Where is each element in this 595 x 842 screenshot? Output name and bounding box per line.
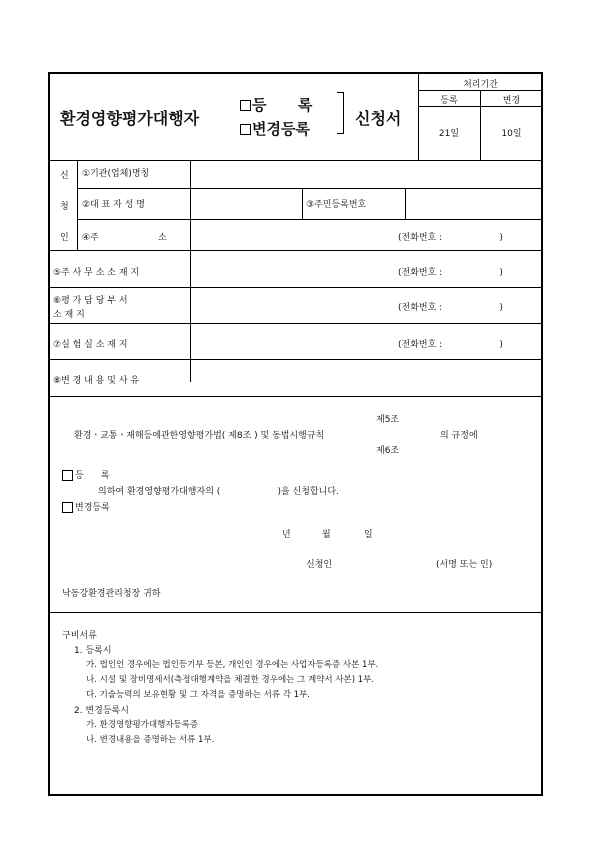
- body-option-register-label: 등 록: [75, 471, 110, 481]
- body-option-register[interactable]: [62, 468, 110, 481]
- checkbox-icon: [62, 502, 73, 513]
- dept-location-label-line2: 소 재 지: [53, 310, 85, 320]
- dept-location-field[interactable]: [191, 288, 401, 322]
- dept-location-label-line1: ⑥평 가 담 당 부 서: [53, 296, 128, 306]
- org-name-field[interactable]: [191, 161, 543, 187]
- office-phone-field[interactable]: (전화번호 : ): [398, 268, 503, 278]
- docs-item-1a: 가. 법인인 경우에는 법인등기부 등본, 개인인 경우에는 사업자등록증 사본 1부.: [86, 660, 379, 670]
- address-label-part1: ④주: [82, 233, 99, 243]
- date-day[interactable]: 일: [364, 530, 373, 540]
- lab-location-label: ⑦실 험 실 소 재 지: [53, 340, 128, 350]
- option-change-checkbox[interactable]: [240, 118, 310, 139]
- docs-section-change: 2. 변경등록시: [74, 706, 129, 716]
- law-reference: 환경ㆍ교통ㆍ재해등에관한영향평가법( 제8조 ) 및 동법시행규칙: [74, 431, 325, 441]
- address-field[interactable]: [191, 220, 401, 249]
- address-label: [82, 230, 99, 243]
- checkbox-icon: [240, 124, 251, 135]
- law-article-bottom: 제6조: [376, 446, 400, 456]
- lab-location-field[interactable]: [191, 324, 401, 358]
- lab-phone-field[interactable]: (전화번호 : ): [398, 340, 503, 350]
- option-register-label: 등 록: [252, 96, 313, 114]
- office-location-label: ⑤주 사 무 소 소 재 지: [53, 268, 140, 278]
- required-docs-title: 구비서류: [62, 631, 97, 641]
- applicant-side-char-3: 인: [60, 233, 69, 243]
- docs-item-2b: 나. 변경내용을 증명하는 서류 1부.: [86, 735, 215, 745]
- address-phone-field[interactable]: (전화번호 : ): [398, 233, 503, 243]
- bracket-mark: [337, 92, 344, 134]
- change-details-field[interactable]: [191, 360, 543, 395]
- applicant-side-char-2: 청: [60, 202, 69, 212]
- law-article-top: 제5조: [376, 415, 400, 425]
- org-name-label: ①기관(업체)명칭: [82, 169, 150, 179]
- law-reference-suffix: 의 규정에: [440, 431, 478, 441]
- dept-phone-field[interactable]: (전화번호 : ): [398, 303, 503, 313]
- change-details-label: ⑧변 경 내 용 및 사 유: [53, 376, 140, 386]
- date-year[interactable]: 년: [282, 530, 291, 540]
- form-title: 환경영향평가대행자: [60, 109, 200, 128]
- docs-item-1c: 다. 기술능력의 보유현황 및 그 자격을 증명하는 서류 각 1부.: [86, 690, 310, 700]
- rep-name-field[interactable]: [191, 189, 301, 218]
- office-location-field[interactable]: [191, 251, 401, 286]
- body-option-change[interactable]: [62, 500, 110, 513]
- processing-register-header: 등록: [440, 96, 458, 106]
- option-change-label: 변경등록: [252, 120, 310, 138]
- recipient: 낙동강환경관리청장 귀하: [62, 589, 161, 599]
- application-form: [48, 72, 543, 796]
- processing-change-days: 10일: [501, 129, 522, 139]
- docs-item-1b: 나. 시설 및 장비명세서(측정대행계약을 체결한 경우에는 그 계약서 사본) 1부.: [86, 675, 375, 685]
- checkbox-icon: [62, 470, 73, 481]
- request-statement: 의하여 환경영향평가대행자의 ( )을 신청합니다.: [98, 487, 339, 497]
- option-register-checkbox[interactable]: [240, 94, 312, 115]
- date-month[interactable]: 월: [322, 530, 331, 540]
- processing-period-label: 처리기간: [463, 80, 498, 90]
- docs-section-register: 1. 등록시: [74, 646, 112, 656]
- resident-number-label: ③주민등록번호: [306, 200, 367, 210]
- rep-name-label: ②대 표 자 성 명: [82, 200, 145, 210]
- body-option-change-label: 변경등록: [75, 503, 110, 513]
- resident-number-field[interactable]: [406, 189, 543, 218]
- docs-item-2a: 가. 환경영향평가대행자등록증: [86, 720, 199, 730]
- processing-change-header: 변경: [502, 96, 521, 106]
- checkbox-icon: [240, 100, 251, 111]
- signature-field[interactable]: (서명 또는 인): [436, 560, 493, 570]
- form-suffix: 신청서: [355, 109, 402, 128]
- processing-register-days: 21일: [438, 129, 460, 139]
- address-label-part2: 소: [158, 233, 167, 243]
- applicant-side-char-1: 신: [60, 171, 69, 181]
- applicant-signature-label: 신청인: [306, 560, 333, 570]
